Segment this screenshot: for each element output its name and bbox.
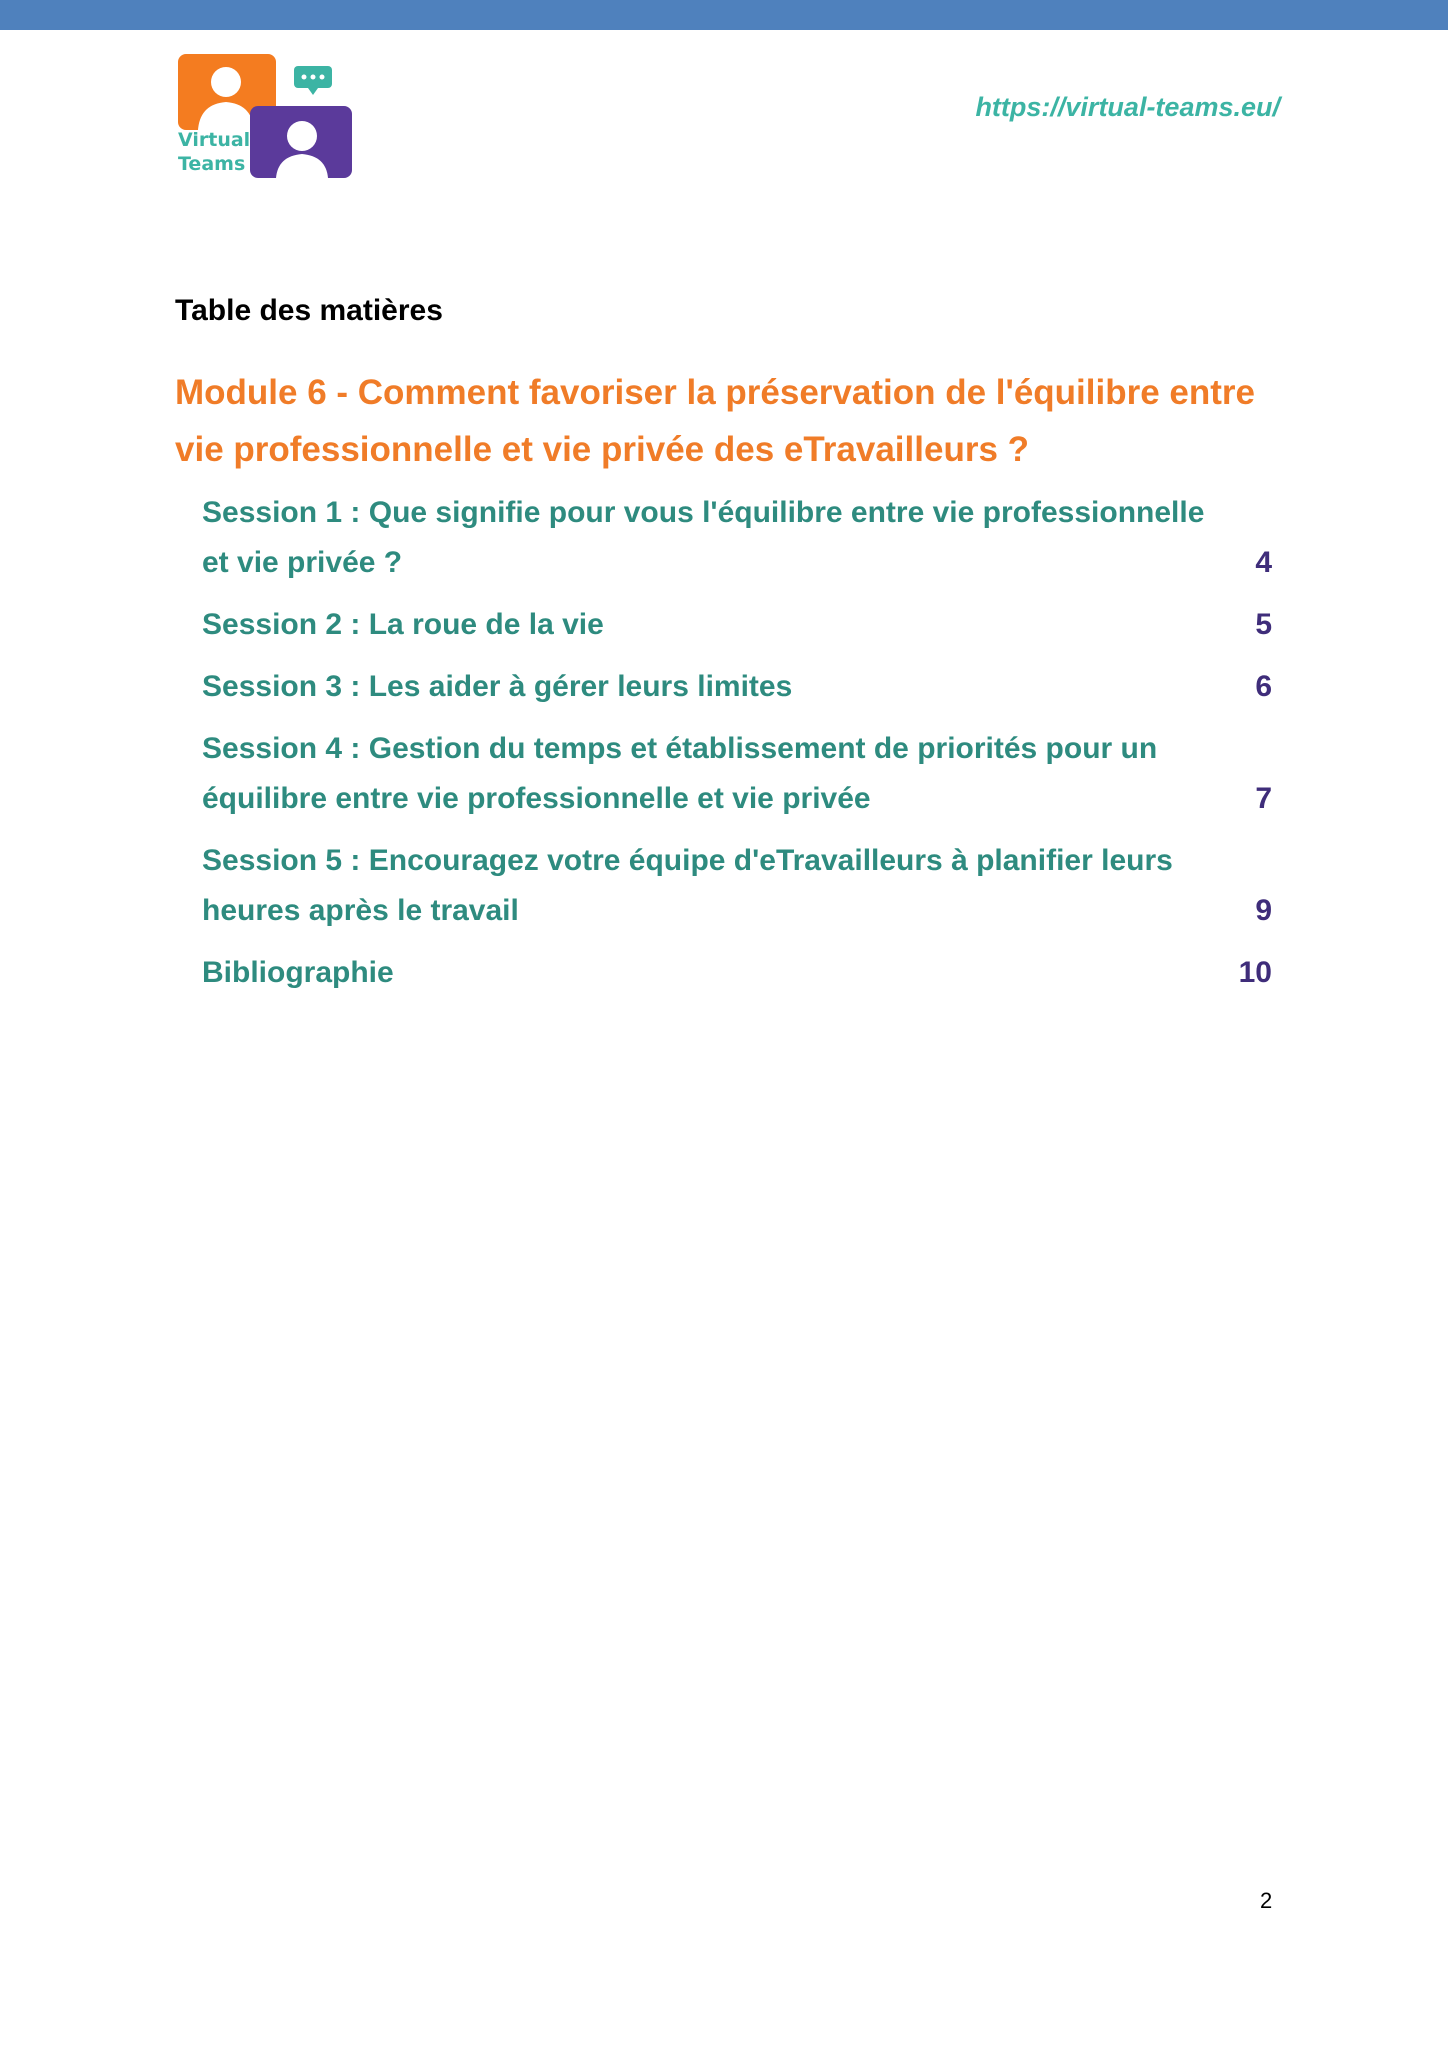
toc-entry-page: 9 bbox=[1255, 894, 1272, 927]
toc-entry-title: Bibliographie bbox=[202, 956, 394, 989]
site-url-link[interactable]: https://virtual-teams.eu/ bbox=[975, 92, 1280, 122]
toc-entry-page: 7 bbox=[1255, 782, 1272, 815]
toc-entry-title: Session 4 : Gestion du temps et établissement de priorités pour un équilibre entre vie professionnelle et vie privée bbox=[202, 732, 1158, 815]
toc-entry-page: 10 bbox=[1238, 956, 1272, 989]
toc-entry-session-3[interactable] bbox=[202, 662, 1272, 712]
virtual-teams-logo bbox=[176, 52, 356, 180]
page-number: 2 bbox=[1260, 1888, 1273, 1913]
toc-entry-page: 4 bbox=[1255, 546, 1272, 579]
toc-module-heading[interactable]: Module 6 - Comment favoriser la préservation de l'équilibre entre vie professionnelle et vie privée des eTravailleurs ? bbox=[175, 373, 1255, 469]
svg-text:Virtual: Virtual bbox=[178, 129, 251, 151]
toc-entry-bibliographie[interactable] bbox=[202, 948, 1272, 998]
toc-entry-title: Session 1 : Que signifie pour vous l'équilibre entre vie professionnelle et vie privée ? bbox=[202, 496, 1205, 579]
toc-entry-session-5[interactable] bbox=[202, 836, 1272, 936]
logo-icon bbox=[176, 52, 356, 180]
svg-text:Teams: Teams bbox=[178, 153, 246, 175]
toc-entry-title: Session 2 : La roue de la vie bbox=[202, 608, 604, 641]
toc-entry-title: Session 3 : Les aider à gérer leurs limites bbox=[202, 670, 793, 703]
toc-title: Table des matières bbox=[175, 294, 443, 327]
toc-entry-session-1[interactable] bbox=[202, 488, 1272, 588]
toc-entry-session-2[interactable] bbox=[202, 600, 1272, 650]
toc-list bbox=[202, 488, 1272, 1010]
toc-entry-title: Session 5 : Encouragez votre équipe d'eTravailleurs à planifier leurs heures après le travail bbox=[202, 844, 1173, 927]
header-bar bbox=[0, 0, 1448, 30]
toc-entry-page: 5 bbox=[1255, 608, 1272, 641]
toc-entry-page: 6 bbox=[1255, 670, 1272, 703]
toc-entry-session-4[interactable] bbox=[202, 724, 1272, 824]
